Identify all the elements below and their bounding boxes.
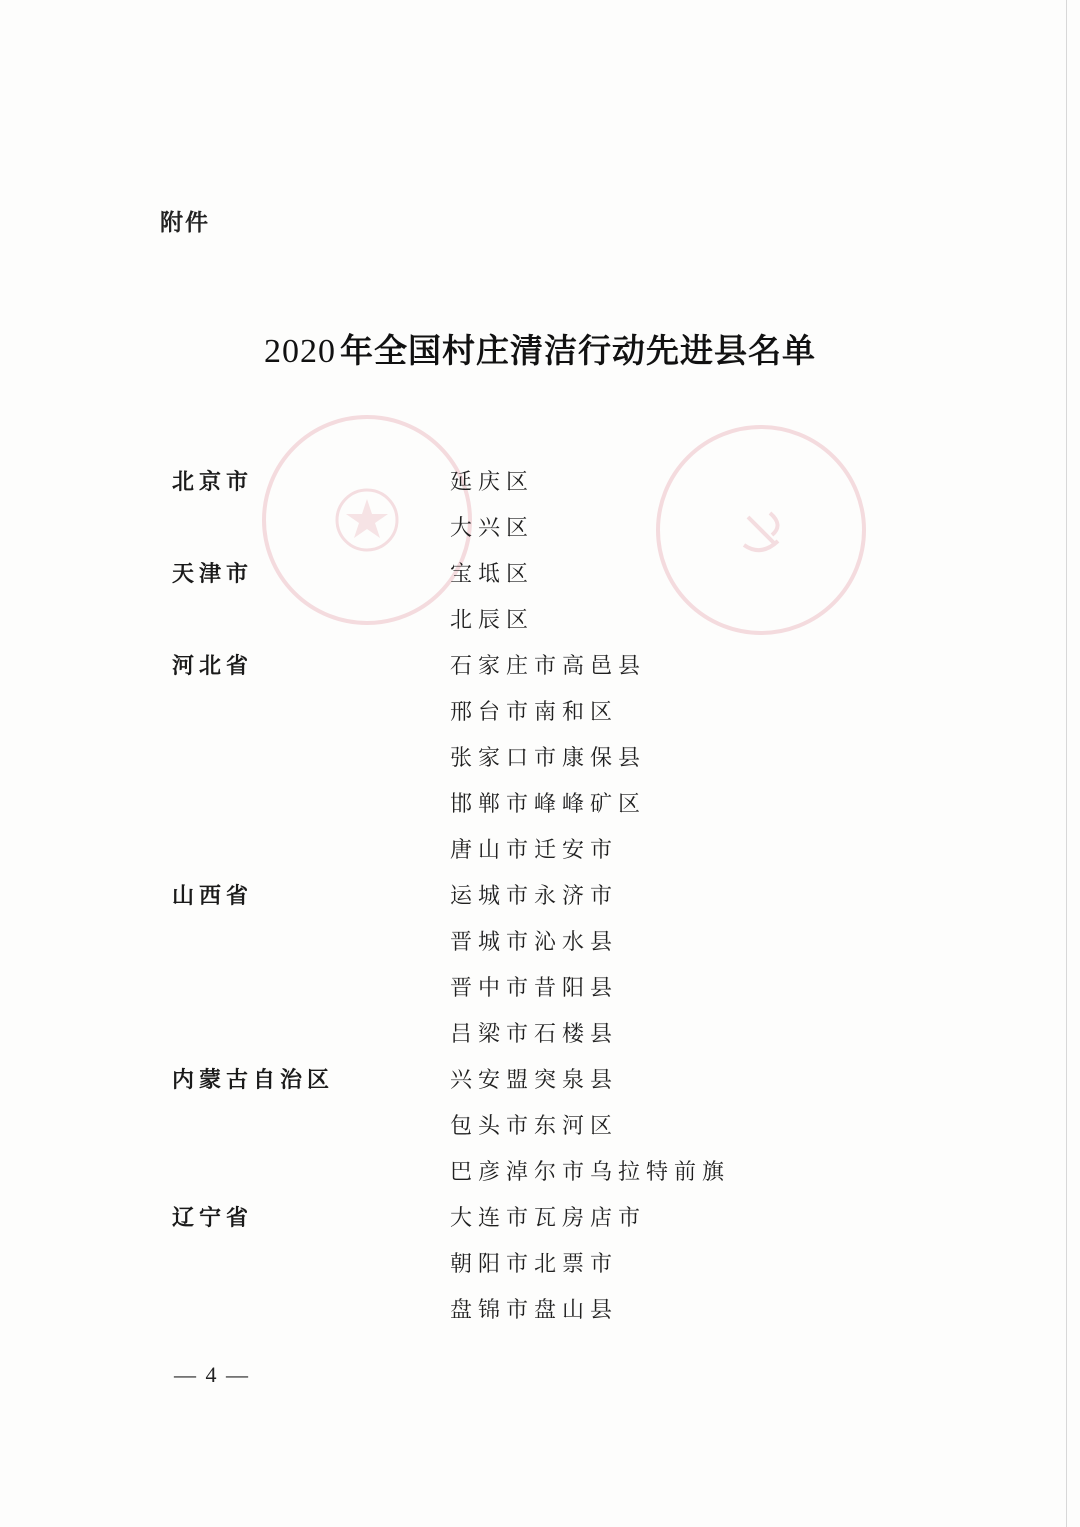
title-text: 年全国村庄清洁行动先进县名单: [340, 331, 816, 370]
county-name: 晋城市沁水县: [450, 930, 619, 955]
county-name: 唐山市迁安市: [450, 838, 619, 863]
list-row: [0, 596, 1080, 642]
list-row: [0, 1194, 1080, 1240]
county-name: 张家口市康保县: [450, 746, 647, 771]
list-row: [0, 1102, 1080, 1148]
province-name: 山西省: [172, 884, 254, 909]
county-name: 晋中市昔阳县: [450, 976, 619, 1001]
list-row: [0, 734, 1080, 780]
county-name: 石家庄市高邑县: [450, 654, 647, 679]
list-row: [0, 780, 1080, 826]
county-name: 吕梁市石楼县: [450, 1022, 619, 1047]
list-row: [0, 1240, 1080, 1286]
list-row: [0, 458, 1080, 504]
county-name: 宝坻区: [450, 562, 535, 587]
list-row: [0, 642, 1080, 688]
county-name: 包头市东河区: [450, 1114, 619, 1139]
province-group-hebei: [0, 642, 1080, 872]
document-title: [0, 325, 1080, 372]
attachment-label: 附件: [160, 210, 210, 236]
province-name: 北京市: [172, 470, 254, 495]
county-name: 朝阳市北票市: [450, 1252, 619, 1277]
county-name: 北辰区: [450, 608, 535, 633]
county-name: 巴彦淖尔市乌拉特前旗: [450, 1160, 731, 1185]
province-group-tianjin: [0, 550, 1080, 642]
county-name: 延庆区: [450, 470, 535, 495]
county-name: 邢台市南和区: [450, 700, 619, 725]
county-name: 邯郸市峰峰矿区: [450, 792, 647, 817]
list-row: [0, 872, 1080, 918]
county-name: 运城市永济市: [450, 884, 619, 909]
province-name: 天津市: [172, 562, 254, 587]
province-name: 辽宁省: [172, 1206, 254, 1231]
list-row: [0, 504, 1080, 550]
county-name: 兴安盟突泉县: [450, 1068, 619, 1093]
province-group-liaoning: [0, 1194, 1080, 1332]
list-row: [0, 1010, 1080, 1056]
list-row: [0, 918, 1080, 964]
list-row: [0, 1056, 1080, 1102]
province-group-beijing: [0, 458, 1080, 550]
title-year: 2020: [264, 333, 336, 370]
province-name: 内蒙古自治区: [172, 1068, 335, 1093]
province-name: 河北省: [172, 654, 254, 679]
county-list: [0, 458, 1080, 1332]
list-row: [0, 1148, 1080, 1194]
list-row: [0, 688, 1080, 734]
county-name: 大连市瓦房店市: [450, 1206, 647, 1231]
county-name: 盘锦市盘山县: [450, 1298, 619, 1323]
page-number: — 4 —: [174, 1362, 250, 1387]
list-row: [0, 826, 1080, 872]
province-group-shanxi: [0, 872, 1080, 1056]
province-group-inner-mongolia: [0, 1056, 1080, 1194]
list-row: [0, 964, 1080, 1010]
list-row: [0, 1286, 1080, 1332]
list-row: [0, 550, 1080, 596]
county-name: 大兴区: [450, 516, 535, 541]
